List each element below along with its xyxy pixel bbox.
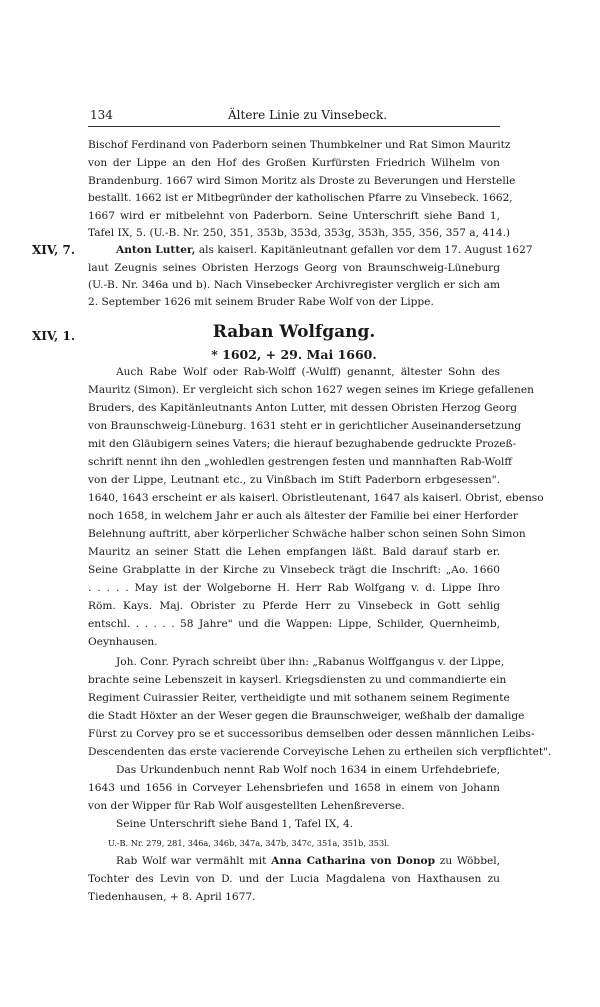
header-rule xyxy=(88,126,500,127)
document-references: U.-B. Nr. 279, 281, 346a, 346b, 347a, 347b, 347c, 351a, 351b, 353l. xyxy=(108,838,390,848)
text-line: brachte seine Lebenszeit in kayserl. Kriegsdiensten zu und commandierte ein xyxy=(88,674,507,686)
text-line: Bischof Ferdinand von Paderborn seinen Thumbkelner und Rat Simon Mauritz xyxy=(88,139,511,151)
text-line: Anton Lutter, als kaiserl. Kapitänleutnant gefallen vor dem 17. August 1627 xyxy=(116,244,533,256)
text-line: von der Lippe an den Hof des Großen Kurfürsten Friedrich Wilhelm von xyxy=(88,157,500,169)
text-line: . . . . . May ist der Wolgeborne H. Herr Rab Wolfgang v. d. Lippe Ihro xyxy=(88,582,500,594)
text-line: 2. September 1626 mit seinem Bruder Rabe Wolf von der Lippe. xyxy=(88,296,434,308)
text-line: (U.-B. Nr. 346a und b). Nach Vinsebecker Archivregister verglich er sich am xyxy=(88,279,500,291)
text-line: Regiment Cuirassier Reiter, vertheidigte und mit sothanem seinem Regimente xyxy=(88,692,510,704)
text-line: Rab Wolf war vermählt mit Anna Catharina von Donop zu Wöbbel, xyxy=(116,855,500,867)
text-line: von Braunschweig-Lüneburg. 1631 steht er in gerichtlicher Auseinandersetzung xyxy=(88,420,522,432)
life-dates: * 1602, + 29. Mai 1660. xyxy=(211,347,377,362)
text-line: Tafel IX, 5. (U.-B. Nr. 250, 351, 353b, 353d, 353g, 353h, 355, 356, 357 a, 414.) xyxy=(88,227,511,239)
margin-genealogy-number: XIV, 1. xyxy=(32,329,76,343)
entry-title: Raban Wolfgang. xyxy=(212,322,376,342)
text-line: Tiedenhausen, + 8. April 1677. xyxy=(88,891,256,903)
text-line: Descendenten das erste vacierende Corveyische Lehen zu ertheilen sich verpflichtet". xyxy=(88,746,552,758)
page-number: 134 xyxy=(90,108,113,122)
text-line: Belehnung auftritt, aber körperlicher Schwäche halber schon seinen Sohn Simon xyxy=(88,528,526,540)
text-line: Das Urkundenbuch nennt Rab Wolf noch 1634 in einem Urfehdebriefe, xyxy=(116,764,500,776)
text-line: 1643 und 1656 in Corveyer Lehensbriefen und 1658 in einem von Johann xyxy=(88,782,500,794)
margin-genealogy-number: XIV, 7. xyxy=(32,243,76,257)
text-line: Röm. Kays. Maj. Obrister zu Pferde Herr zu Vinsebeck in Gott sehlig xyxy=(88,600,500,612)
text-line: Bruders, des Kapitänleutnants Anton Lutter, mit dessen Obristen Herzog Georg xyxy=(88,402,518,414)
text-line: Oeynhausen. xyxy=(88,636,158,648)
text-line: Tochter des Levin von D. und der Lucia Magdalena von Haxthausen zu xyxy=(88,873,500,885)
text-line: Mauritz (Simon). Er vergleicht sich schon 1627 wegen seines im Kriege gefallenen xyxy=(88,384,534,396)
text-line: noch 1658, in welchem Jahr er auch als ältester der Familie bei einer Herforder xyxy=(88,510,518,522)
text-line: von der Wipper für Rab Wolf ausgestellten Lehenßreverse. xyxy=(88,800,405,812)
text-line: bestallt. 1662 ist er Mitbegründer der katholischen Pfarre zu Vinsebeck. 1662, xyxy=(88,192,513,204)
text-line: Brandenburg. 1667 wird Simon Moritz als Droste zu Beverungen und Herstelle xyxy=(88,175,516,187)
text-line: von der Lippe, Leutnant etc., zu Vinßbach im Stift Paderborn erbgesessen". xyxy=(88,474,500,486)
running-title: Ältere Linie zu Vinsebeck. xyxy=(228,108,388,122)
text-line: Fürst zu Corvey pro se et successoribus demselben oder dessen männlichen Leibs- xyxy=(88,728,535,740)
text-line: die Stadt Höxter an der Weser gegen die Braunschweiger, weßhalb der damalige xyxy=(88,710,525,722)
text-line: schrift nennt ihn den „wohledlen gestrengen festen und mannhaften Rab-Wolff xyxy=(88,456,512,468)
signature-reference: Seine Unterschrift siehe Band 1, Tafel IX, 4. xyxy=(116,818,354,830)
text-line: Joh. Conr. Pyrach schreibt über ihn: „Rabanus Wolffgangus v. der Lippe, xyxy=(116,656,505,668)
person-name: Anton Lutter, xyxy=(116,244,196,256)
text-line: 1667 wird er mitbelehnt von Paderborn. Seine Unterschrift siehe Band 1, xyxy=(88,210,500,222)
text-line: mit den Gläubigern seines Vaters; die hierauf bezughabende gedruckte Prozeß- xyxy=(88,438,517,450)
text-line: entschl. . . . . . 58 Jahre" und die Wappen: Lippe, Schilder, Quernheimb, xyxy=(88,618,500,630)
text-line: Seine Grabplatte in der Kirche zu Vinsebeck trägt die Inschrift: „Ao. 1660 xyxy=(88,564,500,576)
text-line: laut Zeugnis seines Obristen Herzogs Georg von Braunschweig-Lüneburg xyxy=(88,262,500,274)
text-line: 1640, 1643 erscheint er als kaiserl. Obristleutenant, 1647 als kaiserl. Obrist, ebenso xyxy=(88,492,544,504)
text-line: Mauritz an seiner Statt die Lehen empfangen läßt. Bald darauf starb er. xyxy=(88,546,500,558)
text-line: Auch Rabe Wolf oder Rab-Wolff (-Wulff) genannt, ältester Sohn des xyxy=(116,366,500,378)
spouse-name: Anna Catharina von Donop xyxy=(271,855,435,867)
